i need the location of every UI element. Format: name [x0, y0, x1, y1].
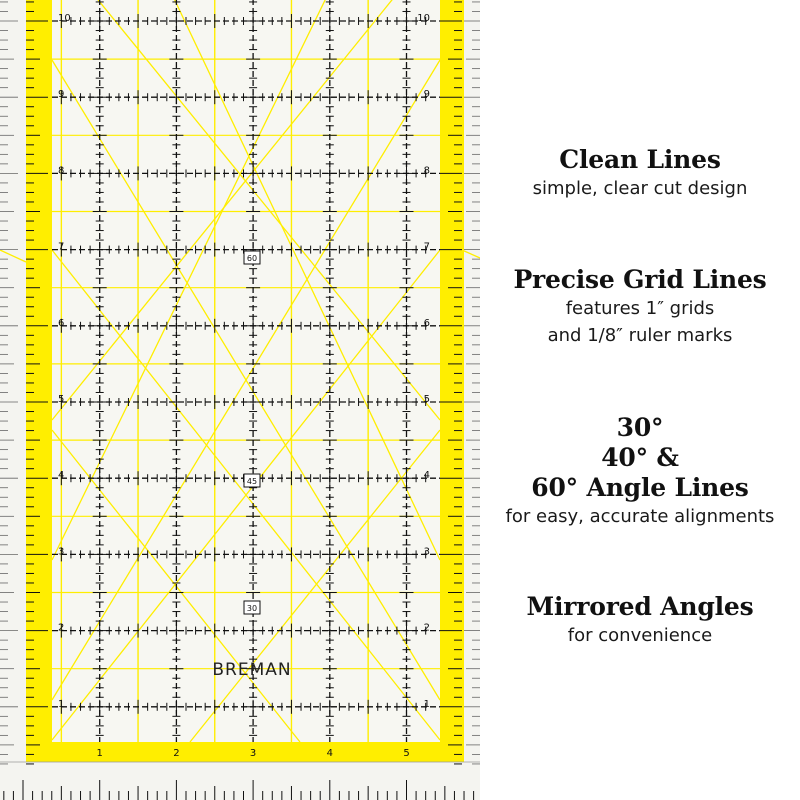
- inch-number-left: 1: [58, 698, 65, 710]
- inch-number-right: 8: [423, 165, 430, 177]
- inch-number-left: 3: [58, 546, 65, 558]
- inch-number-right: 1: [423, 698, 430, 710]
- inch-number-right: 10: [417, 13, 430, 24]
- yellow-border-bottom: [26, 742, 464, 762]
- feature-description-line-1: features 1″ grids: [565, 298, 715, 319]
- feature-angle-lines: [480, 413, 800, 530]
- feature-title-line-3: 60° Angle Lines: [531, 473, 749, 502]
- feature-mirrored-angles: [480, 592, 800, 649]
- inch-number-left: 6: [58, 317, 65, 329]
- feature-title-line-2: 40° &: [601, 443, 679, 472]
- inch-number-left: 2: [58, 622, 65, 634]
- feature-description: for convenience: [567, 625, 713, 646]
- yellow-border-right: [440, 0, 464, 760]
- feature-precise-grid: [480, 265, 800, 349]
- angle-label: 30: [246, 604, 258, 613]
- inch-number-left: 8: [58, 165, 65, 177]
- inch-number-bottom: 1: [96, 748, 103, 759]
- feature-description: for easy, accurate alignments: [505, 506, 775, 527]
- inch-number-bottom: 2: [173, 748, 180, 759]
- inch-number-bottom: 3: [249, 748, 257, 759]
- feature-title: Clean Lines: [559, 145, 721, 174]
- yellow-border-left: [26, 0, 52, 760]
- inch-number-left: 5: [58, 394, 65, 405]
- feature-description-line-2: and 1/8″ ruler marks: [547, 325, 733, 346]
- inch-number-left: 7: [58, 241, 65, 253]
- inch-number-right: 3: [423, 546, 430, 558]
- angle-label: 60: [246, 254, 258, 263]
- inch-number-bottom: 5: [403, 748, 410, 759]
- feature-clean-lines: [480, 145, 800, 202]
- inch-number-right: 9: [423, 89, 430, 101]
- feature-title-line-1: 30°: [616, 413, 664, 442]
- inch-number-right: 4: [423, 470, 430, 482]
- inch-number-right: 5: [423, 394, 430, 405]
- inch-number-left: 9: [58, 89, 65, 101]
- inch-number-left: 4: [58, 470, 65, 482]
- angle-label: 45: [246, 477, 258, 486]
- feature-title: Precise Grid Lines: [513, 265, 767, 294]
- inch-number-left: 10: [58, 13, 71, 24]
- inch-number-right: 6: [423, 317, 430, 329]
- inch-number-bottom: 4: [326, 748, 333, 759]
- inch-number-right: 7: [423, 241, 430, 253]
- feature-description: simple, clear cut design: [532, 178, 748, 199]
- feature-title: Mirrored Angles: [526, 592, 754, 621]
- ruler-brand-logo: BREMAN: [212, 660, 292, 680]
- inch-number-right: 2: [423, 622, 430, 634]
